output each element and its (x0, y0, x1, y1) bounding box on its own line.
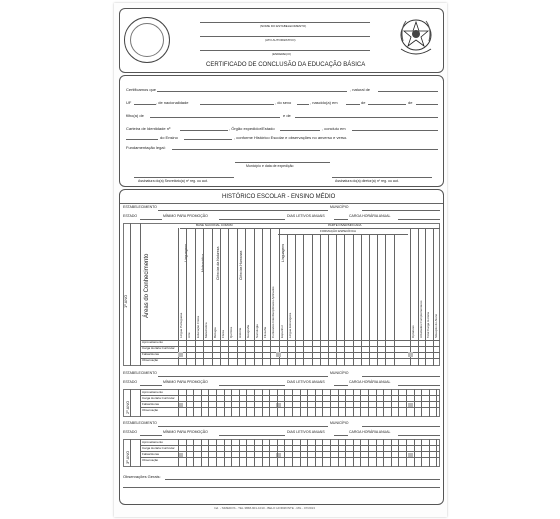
y3-row-observacao: Observação (142, 458, 159, 462)
subject-9: Sociologia (254, 324, 259, 338)
history-title: HISTÓRICO ESCOLAR - ENSINO MÉDIO (222, 194, 336, 200)
subject-6: Química (229, 326, 234, 338)
label-completed-on: , concluiu em (322, 126, 346, 131)
subject-4: Biologia (212, 327, 217, 338)
y3-row-aproveitamento: Aproveitamento (142, 440, 164, 444)
subject-10: Filosofia (263, 326, 267, 338)
subject-8: Geografia (246, 324, 251, 338)
y3-grid (123, 439, 440, 467)
certificate-title: CERTIFICADO DE CONCLUSÃO DA EDUCAÇÃO BÁSICA (206, 62, 366, 68)
label-according-history: , conforme Histórico Escolar e observações no anverso e verso. (234, 135, 348, 140)
div-subject-0: Espanhol (279, 325, 284, 338)
y3-row-faltas: Faltas/Horas (142, 452, 160, 456)
label-and-of: e de (283, 113, 291, 118)
y2-year-label: 2º ANO (125, 400, 130, 414)
extra-col-0: Optativas (411, 325, 415, 338)
label-director-signature: Assinatura do(a) diretor(a) nº reg. ou aut. (335, 179, 399, 183)
label-place-date: Município e data de expedição (246, 164, 294, 168)
y3-row-carga: Carga Horária Curricular (142, 446, 175, 450)
label-natural-de: , natural de (350, 87, 371, 92)
y1-row-faltas: Faltas/Horas (142, 352, 160, 356)
label-legal-basis: Fundamentação legal: (126, 145, 166, 150)
y2-label-municipality: MUNICÍPIO (330, 371, 349, 375)
y2-grid (123, 389, 440, 417)
label-born-on: , nascido(a) em (310, 100, 338, 105)
label-of-teaching: do Ensino (160, 135, 178, 140)
area-languages: Linguagens (184, 243, 188, 262)
diversified-label: PARTE DIVERSIFICADA (328, 223, 362, 227)
specific-training-label: FORMAÇÃO ESPECÍFICA (320, 229, 357, 233)
extra-col-2: Total Carga Horária (426, 311, 430, 338)
history-box (119, 189, 444, 505)
y3-label-min-promotion: MÍNIMO PARA PROMOÇÃO (163, 430, 208, 434)
y2-label-school-days: DIAS LETIVOS ANUAIS (287, 380, 325, 384)
label-secretary-signature: Assinatura do(a) Secretário(a) nº reg. ou aut. (138, 179, 208, 183)
div-subject-1: Língua Estrangeira (288, 312, 292, 338)
subject-3: Matemática (204, 322, 209, 338)
school-seal-icon (124, 17, 170, 63)
certificate-sheet (114, 3, 447, 517)
y2-row-faltas: Faltas/Horas (142, 402, 160, 406)
subject-11: Conteúdos Interdisciplinares Aplicados (271, 286, 276, 338)
y1-row-aproveitamento: Aproveitamento (142, 340, 164, 344)
y1-label-state: ESTADO (123, 214, 138, 218)
school-name-caption: (NOME DO ESTABELECIMENTO) (260, 24, 307, 28)
y1-label-school-days: DIAS LETIVOS ANUAIS (287, 214, 325, 218)
label-de-1: de (361, 100, 366, 105)
y2-label-annual-hours: CARGA HORÁRIA ANUAL (349, 380, 391, 384)
y1-row-observacao: Observação (142, 358, 159, 362)
y1-label-establishment: ESTABELECIMENTO (123, 205, 157, 209)
label-de-2: de (408, 100, 413, 105)
y3-year-label: 3º ANO (125, 450, 130, 464)
label-child-of: filho(a) de (126, 113, 144, 118)
y2-label-state: ESTADO (123, 380, 138, 384)
y3-label-municipality: MUNICÍPIO (330, 421, 349, 425)
label-nationality: , de nacionalidade (156, 100, 189, 105)
y3-label-school-days: DIAS LETIVOS ANUAIS (287, 430, 325, 434)
address-caption: (ENDEREÇO) (272, 52, 292, 56)
div-area-languages: Linguagens (281, 243, 285, 262)
areas-of-knowledge-label: Áreas do Conhecimento (144, 253, 150, 318)
general-observations-label: Observações Gerais: (123, 474, 161, 479)
common-base-label: BASE NACIONAL COMUM (196, 223, 233, 227)
extra-col-1: Atividades Complementares (418, 300, 423, 338)
y1-year-label: 1º ANO (123, 294, 128, 308)
y1-label-min-promotion: MÍNIMO PARA PROMOÇÃO (163, 214, 208, 218)
subject-5: Física (221, 329, 225, 338)
y1-row-carga: Carga Horária Curricular (142, 346, 175, 350)
subject-1: Arte (187, 332, 192, 338)
y3-label-establishment: ESTABELECIMENTO (123, 421, 157, 425)
authorization-caption: (ATO AUTORIZATIVO) (265, 38, 296, 42)
label-sex: , do sexo (275, 100, 292, 105)
subject-7: História (237, 327, 242, 338)
footer-print-info: Ind. - SIMEDOS - TEL 3868-901-1010 - BELO HORIZONTE - MG - 07/2013 (214, 506, 315, 510)
label-uf: UF (126, 100, 132, 105)
label-issuer: , Órgão expedidor/Estado (229, 126, 275, 131)
y3-label-state: ESTADO (123, 430, 138, 434)
y1-label-annual-hours: CARGA HORÁRIA ANUAL (349, 214, 391, 218)
y1-label-municipality: MUNICÍPIO (330, 205, 349, 209)
area-natural-sciences: Ciências da Natureza (216, 246, 220, 280)
label-certify: Certificamos que (126, 87, 157, 92)
y2-label-min-promotion: MÍNIMO PARA PROMOÇÃO (163, 380, 208, 384)
y2-row-observacao: Observação (142, 408, 159, 412)
y3-label-annual-hours: CARGA HORÁRIA ANUAL (349, 430, 391, 434)
label-id-card: Carteira de Identidade nº (126, 126, 171, 131)
header-box (119, 8, 444, 73)
y2-label-establishment: ESTABELECIMENTO (123, 371, 157, 375)
subject-0: Língua Portuguesa (179, 312, 183, 338)
area-math: Matemática (201, 253, 205, 272)
extra-col-3: Situação do Aluno (433, 313, 438, 338)
subject-2: Educação Física (195, 315, 200, 338)
area-human-sciences: Ciências Humanas (239, 250, 243, 280)
y2-row-carga: Carga Horária Curricular (142, 396, 175, 400)
certificate-fields-box (119, 75, 444, 187)
state-coat-of-arms-icon (397, 15, 435, 59)
y2-row-aproveitamento: Aproveitamento (142, 390, 164, 394)
